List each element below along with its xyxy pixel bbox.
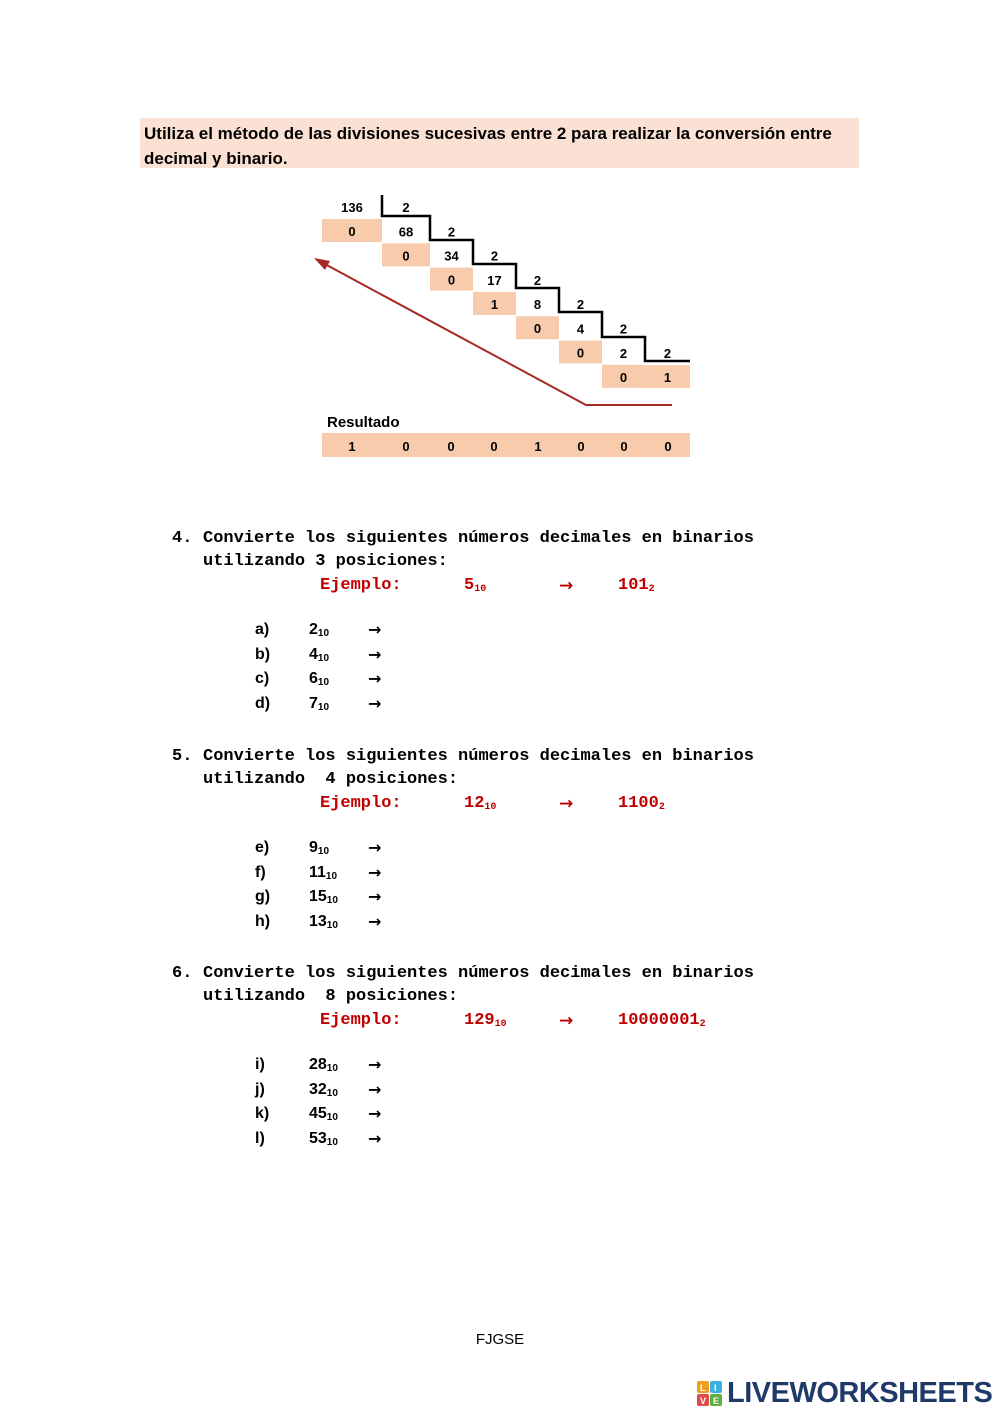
exercise-item [172,667,892,692]
example-binary-value: 101 [618,576,649,595]
exercise-item [172,1127,892,1152]
exercise-label: j) [255,1080,265,1098]
question-prompt [172,527,892,573]
exercise-item [172,910,892,935]
arrow-icon: → [368,887,382,907]
exercise-label: i) [255,1056,265,1073]
exercise-item [172,618,892,643]
result-bit: 0 [447,439,455,454]
exercise-label: a) [255,621,270,638]
exercise-value [309,643,329,667]
exercise-value [309,1102,338,1126]
result-bit: 0 [402,439,410,454]
exercise-value [309,1127,338,1151]
result-bit: 1 [348,439,356,454]
dividend-value: 136 [341,200,363,215]
exercise-base: 10 [326,1087,338,1099]
example-binary-base: 2 [699,1019,706,1030]
example-decimal [464,574,486,598]
exercise-number: 32 [309,1080,327,1098]
final-quotient-value: 1 [663,370,672,386]
exercise-base: 10 [317,628,330,639]
question-number: 4. [172,529,193,548]
exercise-label: f) [255,863,266,881]
exercise-item [172,1078,892,1103]
question-line-1: Convierte los siguientes números decimales en binarios [203,964,754,983]
question-line-1: Convierte los siguientes números decimales en binarios [203,529,754,548]
logo-text: LIVEWORKSHEETS [727,1377,993,1409]
example-binary-base: 2 [658,802,665,813]
remainder-value: 0 [447,272,456,288]
exercise-number: 2 [309,621,318,638]
exercise-label: h) [255,913,271,931]
example-line [172,574,892,598]
exercise-base: 10 [317,702,330,714]
exercise-number: 4 [309,645,318,663]
exercise-number: 53 [309,1130,327,1148]
exercise-number: 6 [309,670,318,688]
exercise-number: 15 [309,888,327,906]
example-decimal-base: 10 [494,1019,507,1030]
question-number: 5. [172,747,193,766]
exercise-value [309,667,329,691]
exercise-number: 28 [309,1056,327,1073]
question-line-2: utilizando 3 posiciones: [203,552,448,571]
exercise-base: 10 [317,846,330,857]
exercise-value [309,836,329,860]
liveworksheets-logo [697,1376,993,1410]
divisor-value: 2 [402,200,410,215]
example-binary-value: 10000001 [618,1011,700,1030]
example-line [172,792,892,816]
exercise-list [172,618,892,717]
question-number: 6. [172,964,193,983]
exercise-item [172,643,892,668]
exercise-item [172,836,892,861]
exercise-value [309,692,329,716]
dividend-value: 4 [576,321,585,337]
logo-badge-icon [697,1381,723,1407]
example-line [172,1009,892,1033]
question-line-2: utilizando 4 posiciones: [203,770,459,789]
exercise-value [309,885,338,909]
exercise-number: 13 [309,913,327,931]
exercise-base: 10 [326,920,338,932]
division-diagram [300,190,720,470]
example-decimal [464,1009,507,1033]
dividend-value: 2 [619,345,628,361]
exercise-base: 10 [325,870,338,882]
exercise-item [172,885,892,910]
exercise-list [172,836,892,935]
exercise-label: g) [255,888,271,906]
logo-badge-letter: I [714,1383,717,1393]
exercise-number: 9 [309,839,318,856]
exercise-base: 10 [317,652,330,664]
example-binary [618,574,655,598]
question-line-2: utilizando 8 posiciones: [203,987,459,1006]
remainder-value: 1 [490,296,499,312]
logo-badge-letter: E [713,1396,720,1406]
exercise-item [172,1053,892,1078]
exercise-label: b) [255,645,271,663]
exercise-item [172,1102,892,1127]
question-prompt [172,745,892,791]
result-bit: 0 [577,439,585,454]
exercise-item [172,692,892,717]
divisor-value: 2 [663,345,672,361]
exercise-value [309,1053,338,1077]
example-arrow-icon: → [559,576,574,596]
dividend-value: 8 [533,297,542,313]
exercise-label: c) [255,670,270,688]
footer-text: FJGSE [475,1331,525,1348]
question-prompt [172,962,892,1008]
example-label: Ejemplo: [320,794,402,813]
exercise-label: d) [255,695,271,713]
arrow-icon: → [368,912,382,932]
exercise-value [309,910,338,934]
arrow-icon: → [368,694,382,714]
example-label: Ejemplo: [320,576,402,595]
example-decimal [464,792,496,816]
result-label: Resultado [327,414,400,431]
divisor-value: 2 [533,272,542,288]
example-binary [618,1009,706,1033]
arrow-icon: → [368,1079,382,1099]
exercise-base: 10 [326,1112,338,1124]
remainder-value: 0 [402,248,410,264]
arrow-icon: → [368,838,382,857]
exercise-number: 45 [309,1105,327,1123]
arrow-icon: → [368,1104,382,1124]
example-arrow-icon: → [559,794,574,814]
exercise-number: 11 [309,863,326,881]
example-binary-base: 2 [648,584,655,595]
example-decimal-value: 5 [464,576,475,595]
example-decimal-base: 10 [474,584,487,595]
result-arrowhead [314,258,330,270]
exercise-label: k) [255,1105,270,1123]
arrow-icon: → [368,644,382,664]
question-line-1: Convierte los siguientes números decimales en binarios [203,747,754,766]
remainder-value: 0 [533,321,542,337]
result-row [322,433,690,457]
example-decimal-value: 12 [464,794,485,813]
example-decimal-base: 10 [484,802,497,813]
divisor-value: 2 [490,248,499,264]
example-label: Ejemplo: [320,1011,402,1030]
example-decimal-value: 129 [464,1011,495,1030]
arrow-icon: → [368,862,382,882]
instructions-box [140,118,859,168]
question-section [172,527,892,717]
example-binary [618,792,665,816]
instructions-text: Utiliza el método de las divisiones sucesivas entre 2 para realizar la conversión entre decimal y binario. [144,124,832,168]
result-bit: 0 [664,439,672,454]
remainder-value: 0 [619,369,628,385]
dividend-value: 34 [444,248,459,264]
dividend-value: 17 [487,272,502,288]
division-diagram-svg [300,190,720,470]
exercise-number: 7 [309,695,318,713]
remainder-value: 0 [348,224,356,239]
exercise-base: 10 [326,1137,338,1149]
arrow-icon: → [368,669,382,689]
exercise-base: 10 [317,677,330,689]
exercise-item [172,861,892,886]
result-bit: 1 [534,439,542,454]
question-section [172,962,892,1152]
exercise-value [309,1078,338,1102]
example-binary-value: 1100 [618,794,659,813]
exercise-label: e) [255,839,270,856]
arrow-icon: → [368,1129,382,1149]
exercise-list [172,1053,892,1152]
exercise-value [309,618,329,642]
exercise-base: 10 [326,1063,338,1074]
exercise-label: l) [255,1130,265,1148]
result-bit: 0 [490,439,498,454]
example-arrow-icon: → [559,1011,574,1031]
divisor-value: 2 [619,321,628,337]
arrow-icon: → [368,1055,382,1074]
divisor-value: 2 [447,224,456,240]
arrow-icon: → [368,620,382,639]
logo-badge-letter: L [700,1383,706,1393]
exercise-value [309,861,337,885]
result-bit: 0 [620,439,628,454]
dividend-value: 68 [398,224,414,240]
remainder-value: 0 [576,345,585,361]
exercise-base: 10 [326,895,338,907]
question-section [172,745,892,935]
logo-badge-letter: V [700,1396,707,1406]
divisor-value: 2 [576,297,585,313]
